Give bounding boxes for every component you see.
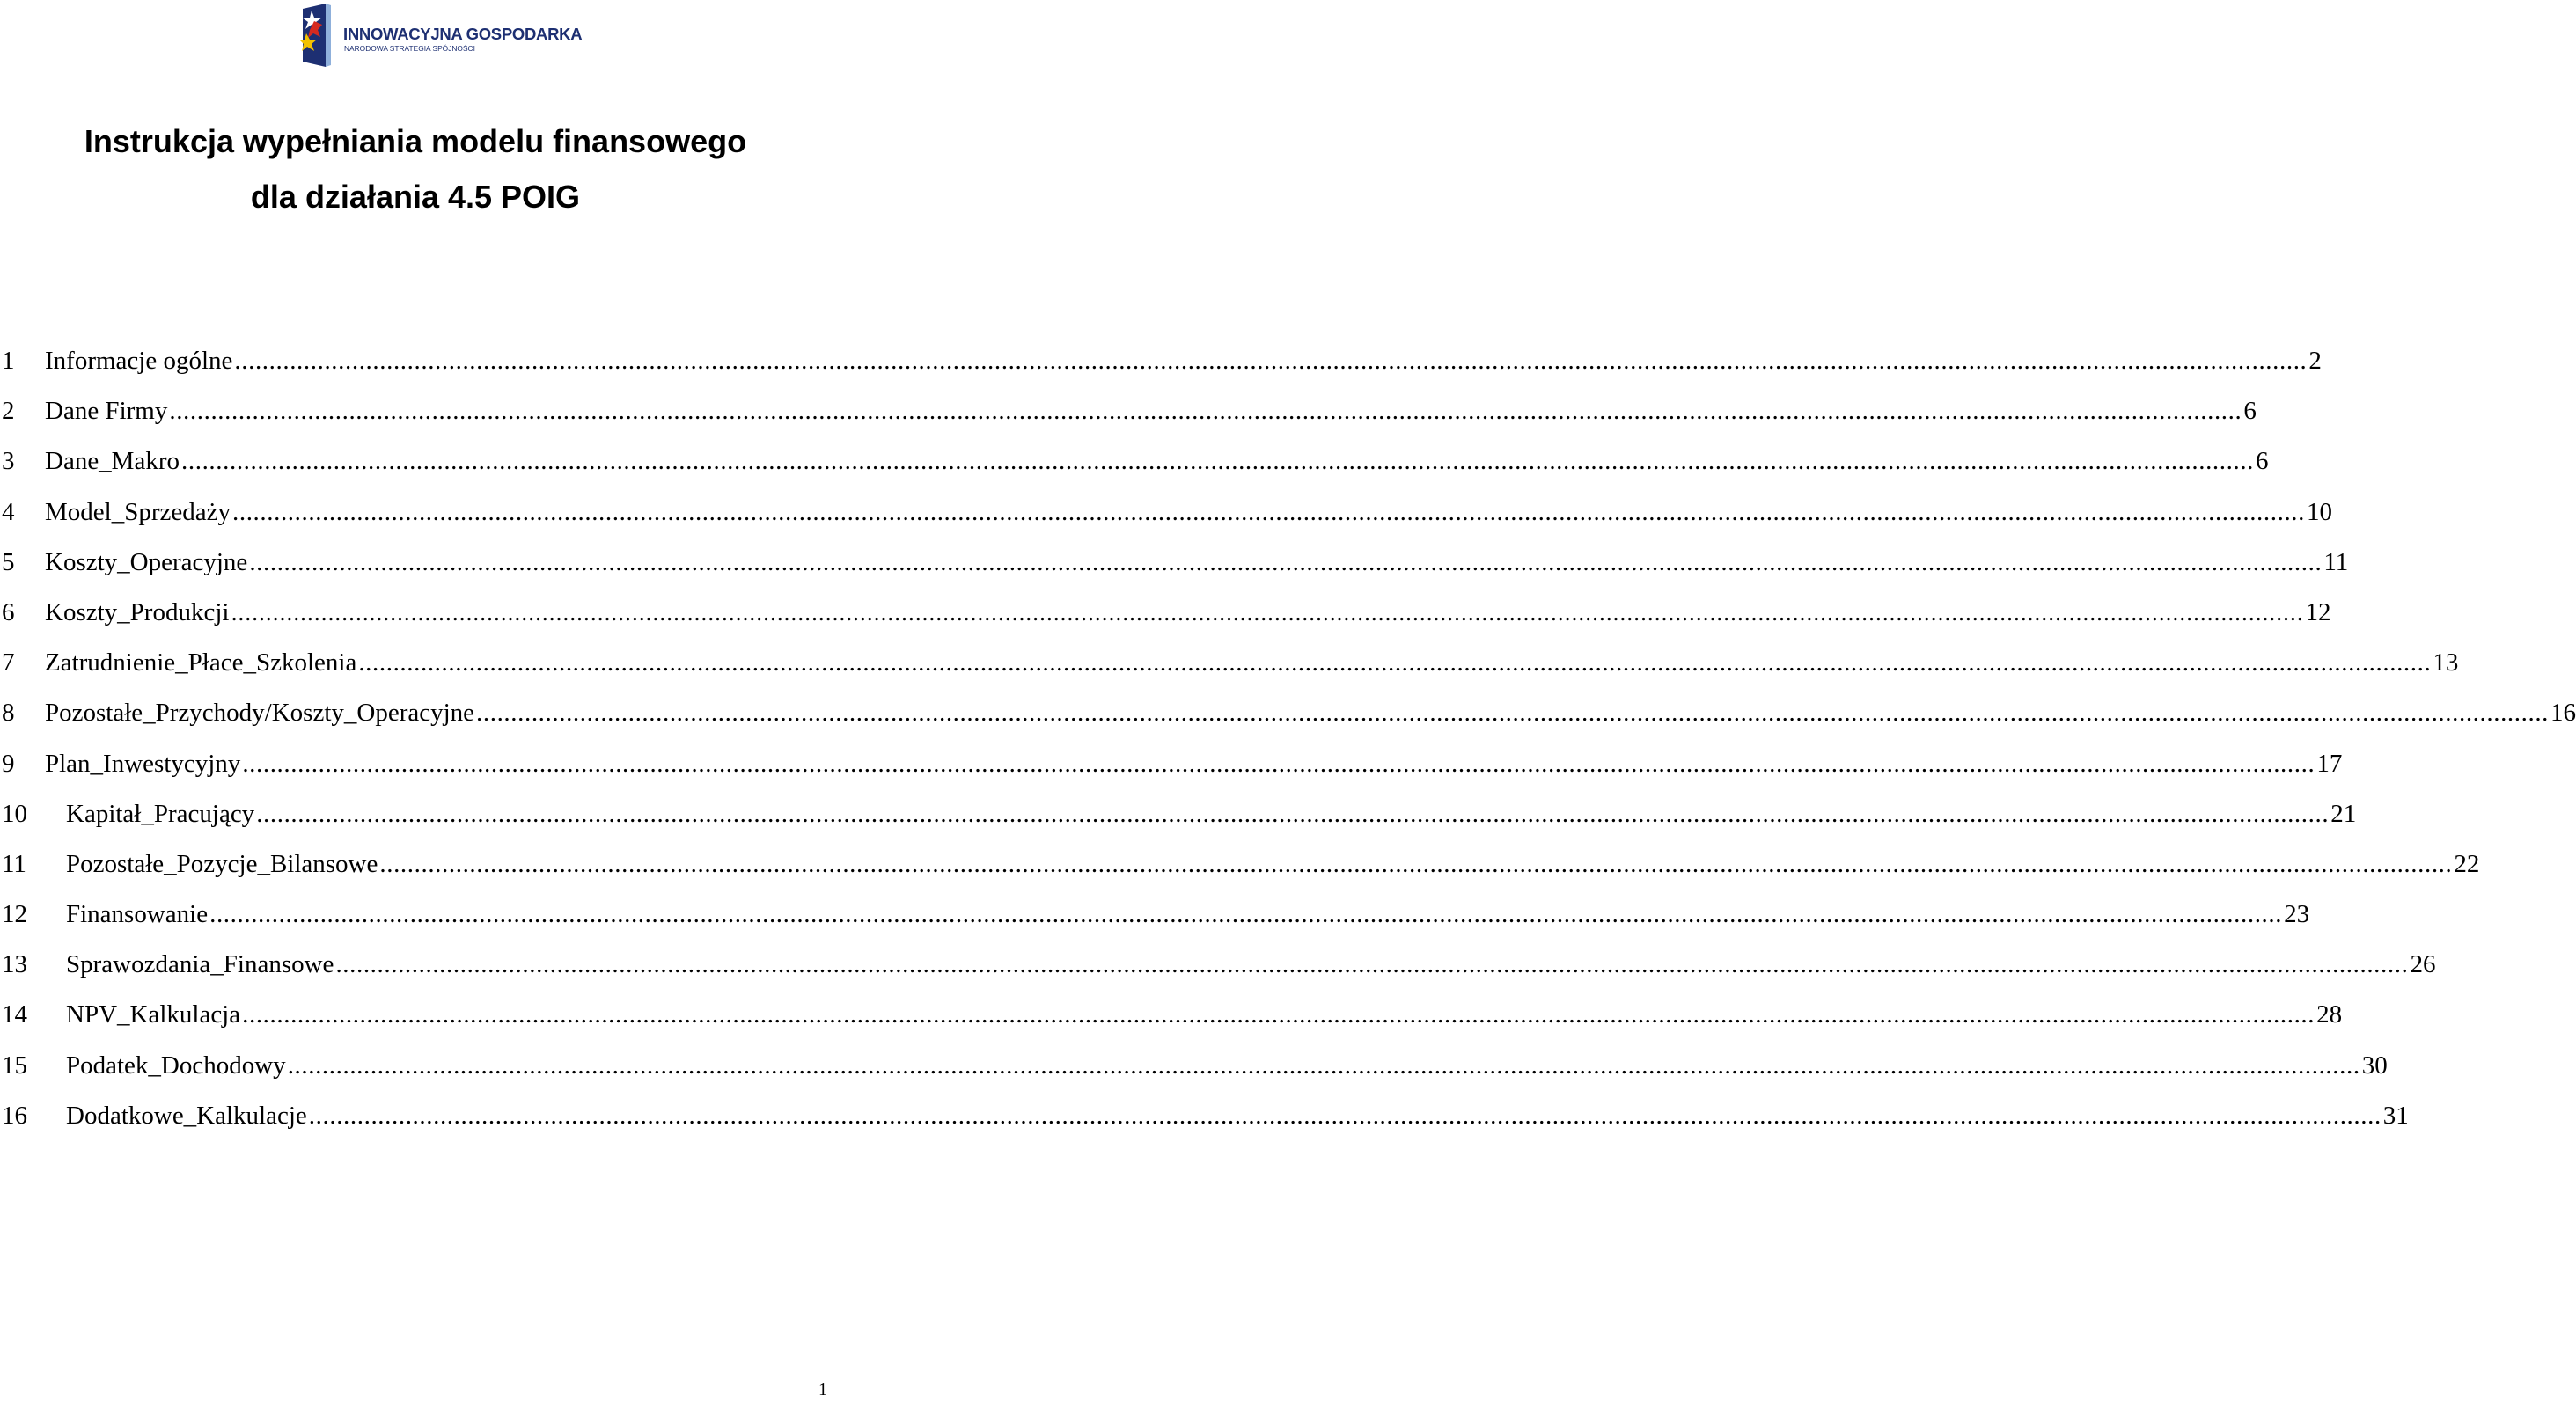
- toc-entry-number: 5: [2, 547, 15, 576]
- table-of-contents: [0, 343, 2576, 1148]
- toc-entry-number: 15: [2, 1051, 27, 1080]
- toc-entry-row: [45, 343, 2322, 378]
- logo-emblem-icon: [299, 4, 338, 67]
- toc-entry-page: 17: [2316, 749, 2343, 778]
- toc-entry-row: [45, 645, 2459, 680]
- toc-entry-label: Pozostałe_Pozycje_Bilansowe: [66, 849, 378, 878]
- toc-dot-leader: ............................................................................................................................................................................................................................................................................................................: [379, 849, 2453, 878]
- toc-dot-leader: ............................................................................................................................................................................................................................................................................................................: [358, 648, 2432, 677]
- toc-entry-page: 30: [2361, 1051, 2388, 1080]
- toc-entry-row: [45, 595, 2331, 630]
- toc-entry-label: Finansowanie: [66, 900, 209, 929]
- toc-entry-number: 14: [2, 1000, 27, 1029]
- toc-entry-label: Pozostałe_Przychody/Koszty_Operacyjne: [45, 699, 475, 728]
- toc-entry[interactable]: [0, 1098, 2409, 1148]
- toc-entry-row: [66, 997, 2343, 1032]
- toc-entry[interactable]: [0, 796, 2357, 846]
- toc-entry-page: 6: [2256, 447, 2269, 476]
- toc-entry[interactable]: [0, 695, 2576, 745]
- toc-entry-label: Informacje ogólne: [45, 347, 233, 375]
- toc-entry-row: [66, 897, 2310, 932]
- toc-entry-label: Koszty_Produkcji: [45, 597, 230, 626]
- toc-entry-row: [66, 947, 2436, 982]
- toc-entry-page: 31: [2382, 1101, 2409, 1130]
- toc-entry[interactable]: [0, 545, 2349, 595]
- toc-entry-row: [45, 545, 2349, 580]
- document-title-line-2: dla działania 4.5 POIG: [250, 179, 581, 215]
- toc-entry[interactable]: [0, 897, 2310, 947]
- toc-entry[interactable]: [0, 746, 2343, 796]
- toc-dot-leader: ............................................................................................................................................................................................................................................................................................................: [242, 749, 2315, 778]
- toc-entry[interactable]: [0, 1048, 2388, 1098]
- toc-dot-leader: ............................................................................................................................................................................................................................................................................................................: [232, 497, 2305, 526]
- toc-entry-page: 6: [2243, 397, 2257, 426]
- toc-entry-page: 23: [2284, 900, 2310, 929]
- logo-subtitle: NARODOWA STRATEGIA SPÓJNOŚCI: [344, 44, 475, 53]
- toc-entry[interactable]: [0, 443, 2269, 494]
- innowacyjna-gospodarka-logo: [299, 4, 583, 67]
- toc-entry[interactable]: [0, 947, 2436, 997]
- toc-entry-number: 9: [2, 749, 15, 778]
- toc-dot-leader: ............................................................................................................................................................................................................................................................................................................: [335, 950, 2409, 979]
- toc-dot-leader: ............................................................................................................................................................................................................................................................................................................: [209, 900, 2283, 929]
- toc-entry-row: [45, 746, 2343, 781]
- toc-entry-label: Dane Firmy: [45, 397, 168, 426]
- toc-dot-leader: ............................................................................................................................................................................................................................................................................................................: [287, 1051, 2360, 1080]
- toc-entry[interactable]: [0, 494, 2332, 545]
- toc-entry-label: Zatrudnienie_Płace_Szkolenia: [45, 648, 357, 677]
- toc-entry-page: 28: [2316, 1000, 2343, 1029]
- toc-entry-label: Dane_Makro: [45, 447, 180, 476]
- toc-entry-row: [45, 443, 2269, 479]
- toc-entry-label: Plan_Inwestycyjny: [45, 749, 241, 778]
- toc-entry-page: 21: [2330, 799, 2357, 828]
- toc-entry-row: [66, 1098, 2409, 1133]
- toc-entry-row: [66, 1048, 2388, 1083]
- toc-dot-leader: ............................................................................................................................................................................................................................................................................................................: [234, 347, 2308, 375]
- toc-entry-page: 2: [2308, 347, 2322, 375]
- toc-entry-number: 10: [2, 799, 27, 828]
- toc-entry[interactable]: [0, 846, 2480, 897]
- toc-dot-leader: ............................................................................................................................................................................................................................................................................................................: [242, 1000, 2315, 1029]
- toc-entry[interactable]: [0, 645, 2459, 695]
- toc-entry-number: 13: [2, 950, 27, 979]
- toc-entry[interactable]: [0, 393, 2257, 443]
- toc-dot-leader: ............................................................................................................................................................................................................................................................................................................: [308, 1101, 2382, 1130]
- toc-dot-leader: ............................................................................................................................................................................................................................................................................................................: [249, 547, 2323, 576]
- toc-entry-number: 1: [2, 347, 15, 375]
- toc-entry-label: NPV_Kalkulacja: [66, 1000, 241, 1029]
- toc-entry-label: Dodatkowe_Kalkulacje: [66, 1101, 307, 1130]
- toc-entry[interactable]: [0, 997, 2343, 1047]
- toc-entry-page: 10: [2307, 497, 2332, 526]
- toc-entry-label: Podatek_Dochodowy: [66, 1051, 286, 1080]
- toc-entry-label: Koszty_Operacyjne: [45, 547, 248, 576]
- document-title-line-1: Instrukcja wypełniania modelu finansowego: [84, 123, 747, 159]
- toc-entry-number: 7: [2, 648, 15, 677]
- toc-dot-leader: ............................................................................................................................................................................................................................................................................................................: [181, 447, 2255, 476]
- toc-entry-number: 8: [2, 699, 15, 728]
- toc-entry-number: 16: [2, 1101, 27, 1130]
- toc-entry-page: 22: [2454, 849, 2480, 878]
- toc-entry-number: 3: [2, 447, 15, 476]
- toc-entry-page: 26: [2410, 950, 2436, 979]
- toc-entry-row: [45, 695, 2576, 730]
- toc-dot-leader: ............................................................................................................................................................................................................................................................................................................: [256, 799, 2330, 828]
- toc-entry[interactable]: [0, 595, 2331, 645]
- toc-entry-number: 12: [2, 900, 27, 929]
- toc-entry-page: 13: [2433, 648, 2459, 677]
- toc-entry-row: [66, 846, 2480, 882]
- toc-entry-number: 11: [2, 849, 26, 878]
- toc-entry-number: 6: [2, 597, 15, 626]
- page-number: 1: [818, 1380, 827, 1399]
- toc-entry-row: [45, 494, 2332, 530]
- toc-entry[interactable]: [0, 343, 2322, 393]
- toc-entry-label: Model_Sprzedaży: [45, 497, 231, 526]
- toc-entry-row: [45, 393, 2257, 428]
- logo-name: INNOWACYJNA GOSPODARKA: [343, 25, 583, 43]
- toc-entry-row: [66, 796, 2357, 831]
- toc-dot-leader: ............................................................................................................................................................................................................................................................................................................: [476, 699, 2550, 728]
- toc-entry-number: 4: [2, 497, 15, 526]
- toc-entry-label: Sprawozdania_Finansowe: [66, 950, 334, 979]
- toc-entry-page: 11: [2323, 547, 2349, 576]
- toc-dot-leader: ............................................................................................................................................................................................................................................................................................................: [231, 597, 2304, 626]
- toc-dot-leader: ............................................................................................................................................................................................................................................................................................................: [169, 397, 2242, 426]
- toc-entry-page: 16: [2550, 699, 2576, 728]
- toc-entry-number: 2: [2, 397, 15, 426]
- toc-entry-page: 12: [2305, 597, 2331, 626]
- toc-entry-label: Kapitał_Pracujący: [66, 799, 255, 828]
